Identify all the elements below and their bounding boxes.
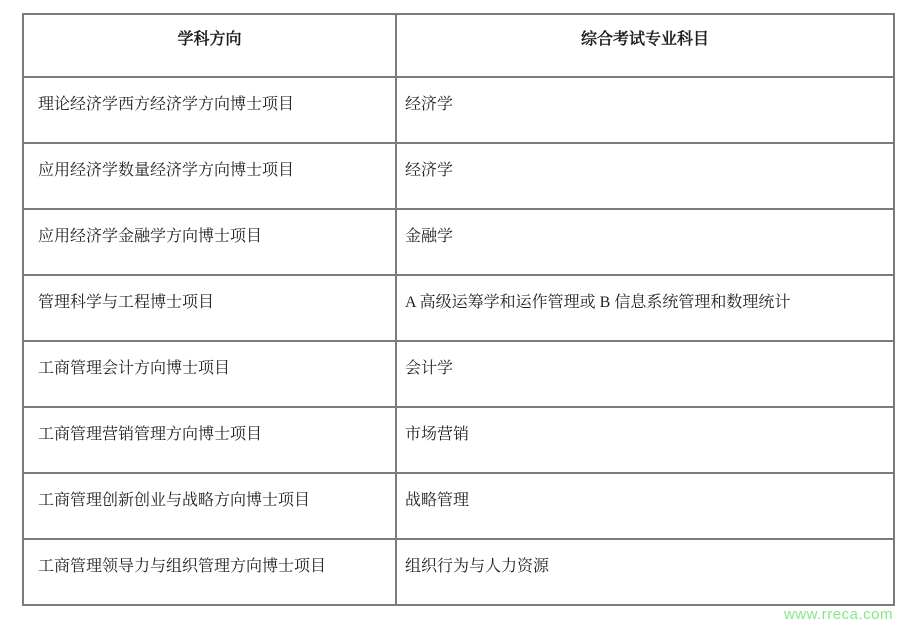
table-row <box>23 407 894 473</box>
discipline-cell: 应用经济学金融学方向博士项目 <box>23 209 396 275</box>
table-row <box>23 209 894 275</box>
discipline-cell: 管理科学与工程博士项目 <box>23 275 396 341</box>
discipline-cell: 工商管理会计方向博士项目 <box>23 341 396 407</box>
exam-subjects-table <box>22 13 895 606</box>
subject-cell: 组织行为与人力资源 <box>396 539 894 605</box>
table-header-row <box>23 14 894 77</box>
discipline-cell: 工商管理创新创业与战略方向博士项目 <box>23 473 396 539</box>
subject-cell: 经济学 <box>396 143 894 209</box>
column-header-discipline: 学科方向 <box>23 14 396 77</box>
watermark-site-url: www.rreca.com <box>783 606 893 623</box>
subject-cell: 经济学 <box>396 77 894 143</box>
discipline-cell: 工商管理营销管理方向博士项目 <box>23 407 396 473</box>
subject-cell: 金融学 <box>396 209 894 275</box>
table-row <box>23 539 894 605</box>
discipline-cell: 理论经济学西方经济学方向博士项目 <box>23 77 396 143</box>
subject-cell: A 高级运筹学和运作管理或 B 信息系统管理和数理统计 <box>396 275 894 341</box>
column-header-exam-subject: 综合考试专业科目 <box>396 14 894 77</box>
discipline-cell: 工商管理领导力与组织管理方向博士项目 <box>23 539 396 605</box>
table-row <box>23 473 894 539</box>
table-row <box>23 275 894 341</box>
table-row <box>23 77 894 143</box>
table-row <box>23 341 894 407</box>
subject-cell: 市场营销 <box>396 407 894 473</box>
subject-cell: 会计学 <box>396 341 894 407</box>
discipline-cell: 应用经济学数量经济学方向博士项目 <box>23 143 396 209</box>
subject-cell: 战略管理 <box>396 473 894 539</box>
table-row <box>23 143 894 209</box>
